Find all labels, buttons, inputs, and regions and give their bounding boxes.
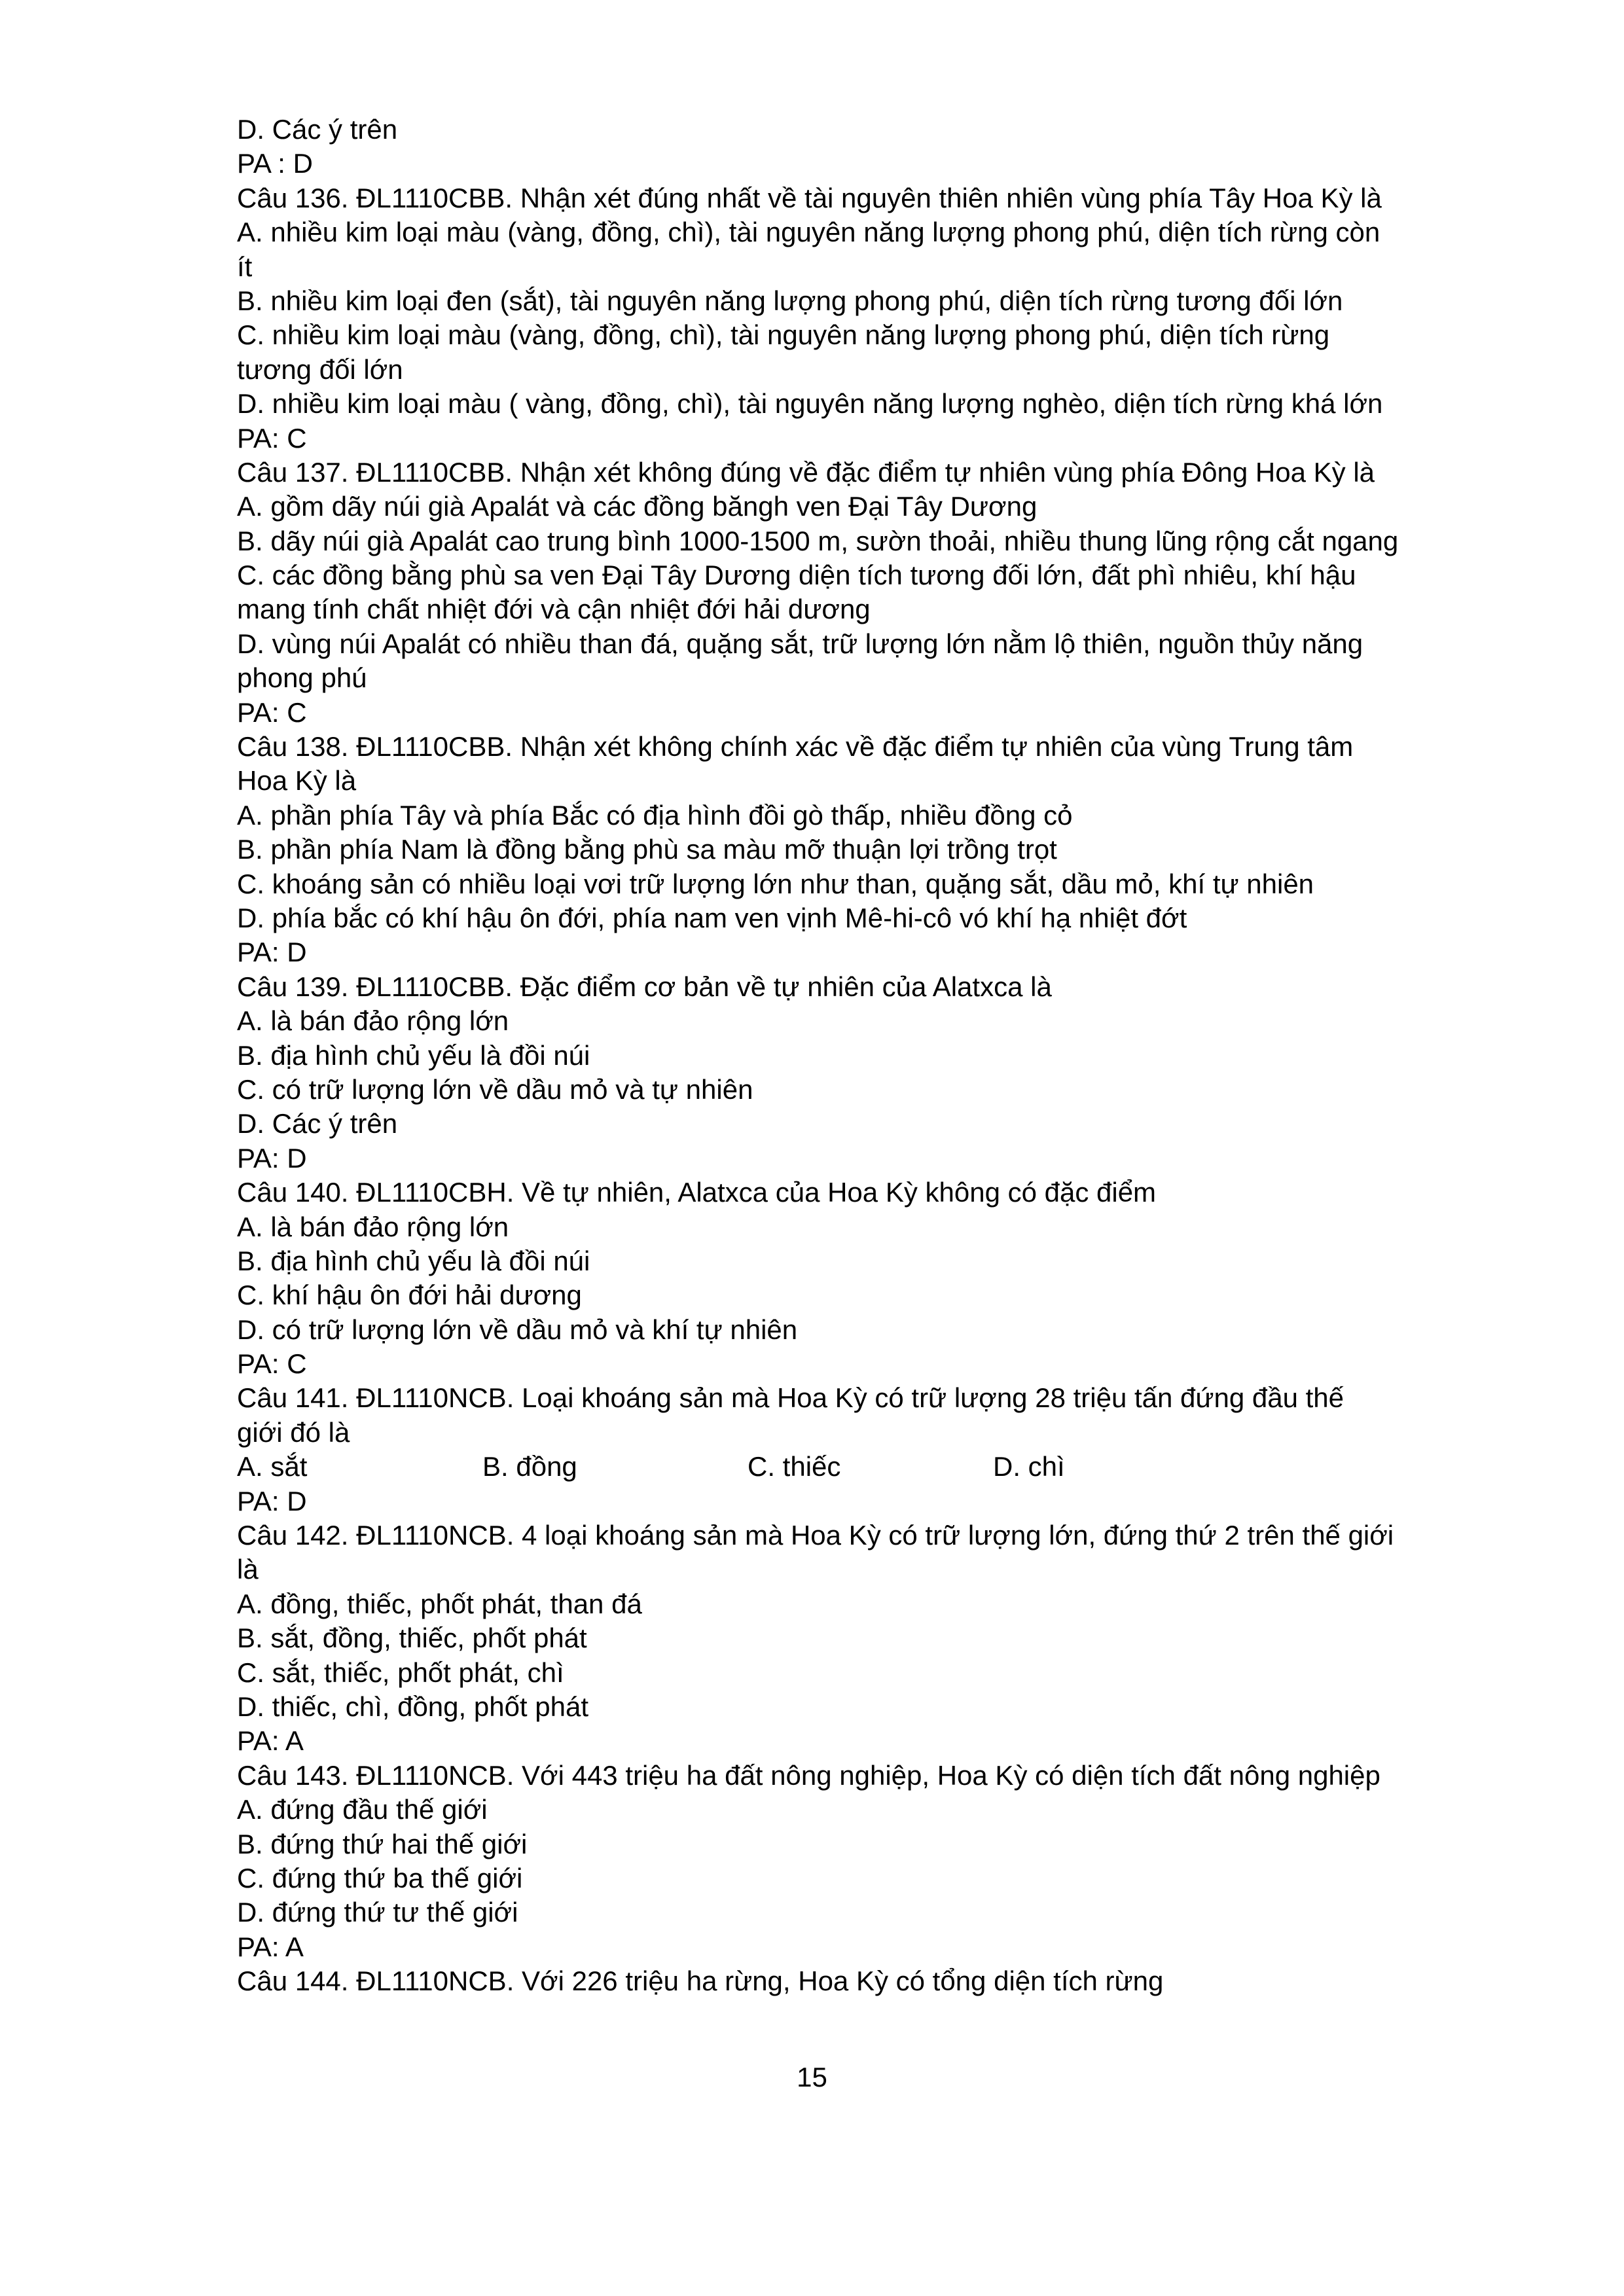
text-line: Câu 137. ĐL1110CBB. Nhận xét không đúng về đặc điểm tự nhiên vùng phía Đông Hoa Kỳ là bbox=[237, 456, 1375, 488]
text-line: C. đứng thứ ba thế giới bbox=[237, 1862, 523, 1893]
text-line: B. nhiều kim loại đen (sắt), tài nguyên năng lượng phong phú, diện tích rừng tương đối lớn bbox=[237, 285, 1343, 316]
text-line: mang tính chất nhiệt đới và cận nhiệt đới hải dương bbox=[237, 594, 871, 625]
text-line: Câu 144. ĐL1110NCB. Với 226 triệu ha rừng, Hoa Kỳ có tổng diện tích rừng bbox=[237, 1965, 1164, 1997]
text-line: PA: D bbox=[237, 937, 307, 968]
text-line: D. Các ý trên bbox=[237, 1108, 398, 1139]
text-line: PA: C bbox=[237, 696, 307, 728]
text-line: PA: C bbox=[237, 1348, 307, 1380]
page-number: 15 bbox=[797, 2062, 827, 2092]
document-body bbox=[237, 113, 1520, 1998]
option-c: C. thiếc bbox=[748, 1451, 841, 1482]
text-line: D. phía bắc có khí hậu ôn đới, phía nam ven vịnh Mê-hi-cô vó khí hạ nhiệt đớt bbox=[237, 902, 1187, 933]
text-line: C. có trữ lượng lớn về dầu mỏ và tự nhiên bbox=[237, 1073, 753, 1105]
text-line: PA : D bbox=[237, 148, 313, 179]
text-line: A. là bán đảo rộng lớn bbox=[237, 1211, 509, 1242]
text-line: Câu 138. ĐL1110CBB. Nhận xét không chính xác về đặc điểm tự nhiên của vùng Trung tâm bbox=[237, 731, 1354, 762]
text-line: B. địa hình chủ yếu là đồi núi bbox=[237, 1245, 590, 1276]
answer-options-row bbox=[237, 1450, 1520, 1484]
text-line: tương đối lớn bbox=[237, 353, 403, 385]
text-line: Câu 140. ĐL1110CBH. Về tự nhiên, Alatxca của Hoa Kỳ không có đặc điểm bbox=[237, 1177, 1157, 1208]
option-a: A. sắt bbox=[237, 1451, 308, 1482]
text-line: A. phần phía Tây và phía Bắc có địa hình đồi gò thấp, nhiều đồng cỏ bbox=[237, 799, 1073, 831]
text-line: Câu 141. ĐL1110NCB. Loại khoáng sản mà Hoa Kỳ có trữ lượng 28 triệu tấn đứng đầu thế bbox=[237, 1382, 1344, 1414]
text-line: Câu 136. ĐL1110CBB. Nhận xét đúng nhất về tài nguyên thiên nhiên vùng phía Tây Hoa Kỳ là bbox=[237, 182, 1382, 213]
text-line: A. là bán đảo rộng lớn bbox=[237, 1005, 509, 1037]
text-line: A. nhiều kim loại màu (vàng, đồng, chì), tài nguyên năng lượng phong phú, diện tích rừng còn bbox=[237, 217, 1380, 248]
text-line: D. đứng thứ tư thế giới bbox=[237, 1897, 518, 1928]
text-line: PA: C bbox=[237, 422, 307, 454]
option-d: D. chì bbox=[993, 1451, 1065, 1482]
text-line: B. sắt, đồng, thiếc, phốt phát bbox=[237, 1623, 587, 1654]
text-line: A. gồm dãy núi già Apalát và các đồng băngh ven Đại Tây Dương bbox=[237, 491, 1038, 522]
text-line: D. có trữ lượng lớn về dầu mỏ và khí tự nhiên bbox=[237, 1314, 798, 1345]
text-line: C. các đồng bằng phù sa ven Đại Tây Dương diện tích tương đối lớn, đất phì nhiêu, khí hậu bbox=[237, 560, 1356, 591]
text-line: giới đó là bbox=[237, 1416, 350, 1448]
text-line: PA: A bbox=[237, 1931, 304, 1962]
text-line: B. địa hình chủ yếu là đồi núi bbox=[237, 1039, 590, 1071]
text-line: B. dãy núi già Apalát cao trung bình 1000-1500 m, sườn thoải, nhiều thung lũng rộng cắt ngang bbox=[237, 525, 1399, 556]
text-line: C. khoáng sản có nhiều loại vơi trữ lượng lớn như than, quặng sắt, dầu mỏ, khí tự nhiên bbox=[237, 868, 1314, 899]
text-line: D. nhiều kim loại màu ( vàng, đồng, chì), tài nguyên năng lượng nghèo, diện tích rừng khá lớn bbox=[237, 388, 1383, 420]
text-line: B. phần phía Nam là đồng bằng phù sa màu mỡ thuận lợi trồng trọt bbox=[237, 834, 1057, 865]
text-line: PA: D bbox=[237, 1142, 307, 1174]
text-line: PA: A bbox=[237, 1725, 304, 1757]
text-line: D. thiếc, chì, đồng, phốt phát bbox=[237, 1691, 589, 1722]
text-line: PA: D bbox=[237, 1485, 307, 1516]
text-line: A. đồng, thiếc, phốt phát, than đá bbox=[237, 1588, 642, 1619]
text-line: C. khí hậu ôn đới hải dương bbox=[237, 1280, 582, 1311]
text-line: là bbox=[237, 1554, 259, 1585]
text-line: Hoa Kỳ là bbox=[237, 765, 357, 797]
text-line: phong phú bbox=[237, 662, 367, 694]
text-line: C. sắt, thiếc, phốt phát, chì bbox=[237, 1657, 564, 1688]
text-line: Câu 143. ĐL1110NCB. Với 443 triệu ha đất nông nghiệp, Hoa Kỳ có diện tích đất nông nghiệp bbox=[237, 1759, 1380, 1791]
text-line: D. Các ý trên bbox=[237, 114, 398, 145]
text-line: ít bbox=[237, 251, 253, 282]
option-b: B. đồng bbox=[482, 1451, 577, 1482]
text-line: Câu 142. ĐL1110NCB. 4 loại khoáng sản mà Hoa Kỳ có trữ lượng lớn, đứng thứ 2 trên thế giới bbox=[237, 1520, 1394, 1551]
text-block-part1 bbox=[237, 113, 1520, 1450]
text-line: A. đứng đầu thế giới bbox=[237, 1794, 488, 1825]
text-line: D. vùng núi Apalát có nhiều than đá, quặng sắt, trữ lượng lớn nằm lộ thiên, nguồn thủy năng bbox=[237, 628, 1363, 659]
text-block-part2 bbox=[237, 1484, 1520, 1999]
text-line: Câu 139. ĐL1110CBB. Đặc điểm cơ bản về tự nhiên của Alatxca là bbox=[237, 971, 1052, 1002]
text-line: B. đứng thứ hai thế giới bbox=[237, 1828, 528, 1859]
text-line: C. nhiều kim loại màu (vàng, đồng, chì), tài nguyên năng lượng phong phú, diện tích rừng bbox=[237, 319, 1330, 351]
